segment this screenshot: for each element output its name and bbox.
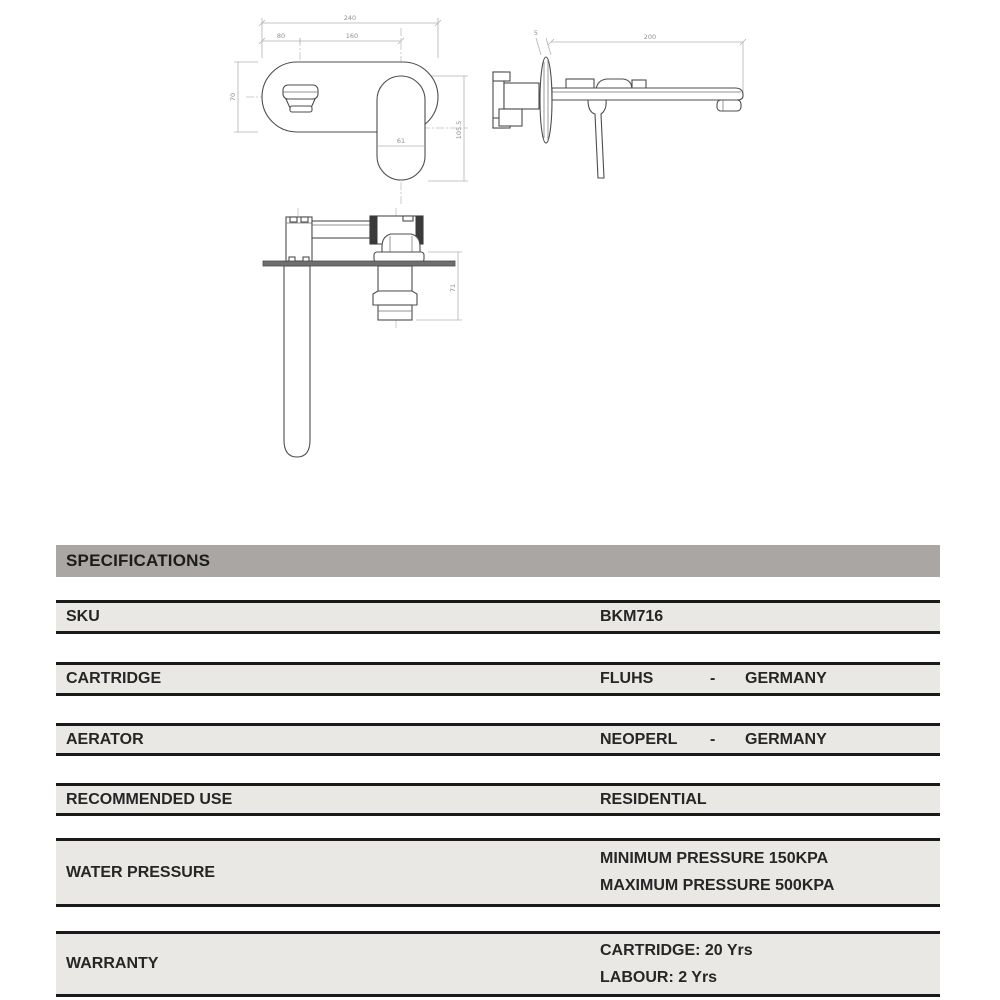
- spec-value-brand: NEOPERL: [600, 730, 678, 748]
- spec-value-line1: CARTRIDGE: 20 Yrs: [600, 941, 753, 959]
- spec-label: RECOMMENDED USE: [66, 790, 233, 808]
- spec-value-line2: MAXIMUM PRESSURE 500KPA: [600, 877, 835, 894]
- dim-left-segment: 80: [276, 32, 286, 40]
- spec-value-country: GERMANY: [745, 670, 827, 687]
- spec-value-line2: LABOUR: 2 Yrs: [600, 968, 718, 986]
- spec-label: SKU: [66, 608, 100, 625]
- spec-row-warranty: [56, 931, 940, 997]
- spec-row-aerator: [56, 723, 940, 756]
- spec-title-text: SPECIFICATIONS: [66, 551, 211, 570]
- spec-value: RESIDENTIAL: [600, 790, 707, 808]
- front-view-drawing: [229, 14, 468, 205]
- spec-table-title: [56, 545, 940, 577]
- spec-label: CARTRIDGE: [66, 670, 162, 687]
- side-view-drawing: [493, 29, 746, 178]
- spec-row-recommended-use: [56, 783, 940, 816]
- spec-row-cartridge: [56, 662, 940, 696]
- spec-value: BKM716: [600, 608, 664, 625]
- top-view-drawing: [263, 208, 462, 457]
- spec-row-water-pressure: [56, 838, 940, 907]
- dim-body-height: 71: [449, 283, 457, 293]
- dim-total-width: 240: [343, 14, 357, 22]
- spec-value-brand: FLUHS: [600, 670, 654, 687]
- spec-label: WATER PRESSURE: [66, 863, 216, 881]
- spec-value-separator: -: [710, 730, 716, 748]
- spec-value-country: GERMANY: [745, 730, 827, 748]
- dim-handle-drop: 105.5: [455, 120, 463, 140]
- spec-value-line1: MINIMUM PRESSURE 150KPA: [600, 850, 829, 867]
- dim-spout-reach: 200: [643, 33, 657, 41]
- spec-label: WARRANTY: [66, 955, 159, 972]
- spec-value-separator: -: [710, 670, 716, 687]
- dim-plate-thickness: 5: [533, 29, 539, 37]
- spec-row-sku: [56, 600, 940, 634]
- dim-right-segment: 160: [345, 32, 359, 40]
- dim-handle-width: 61: [396, 137, 406, 145]
- dim-plate-height: 70: [229, 92, 237, 102]
- spec-label: AERATOR: [66, 730, 144, 748]
